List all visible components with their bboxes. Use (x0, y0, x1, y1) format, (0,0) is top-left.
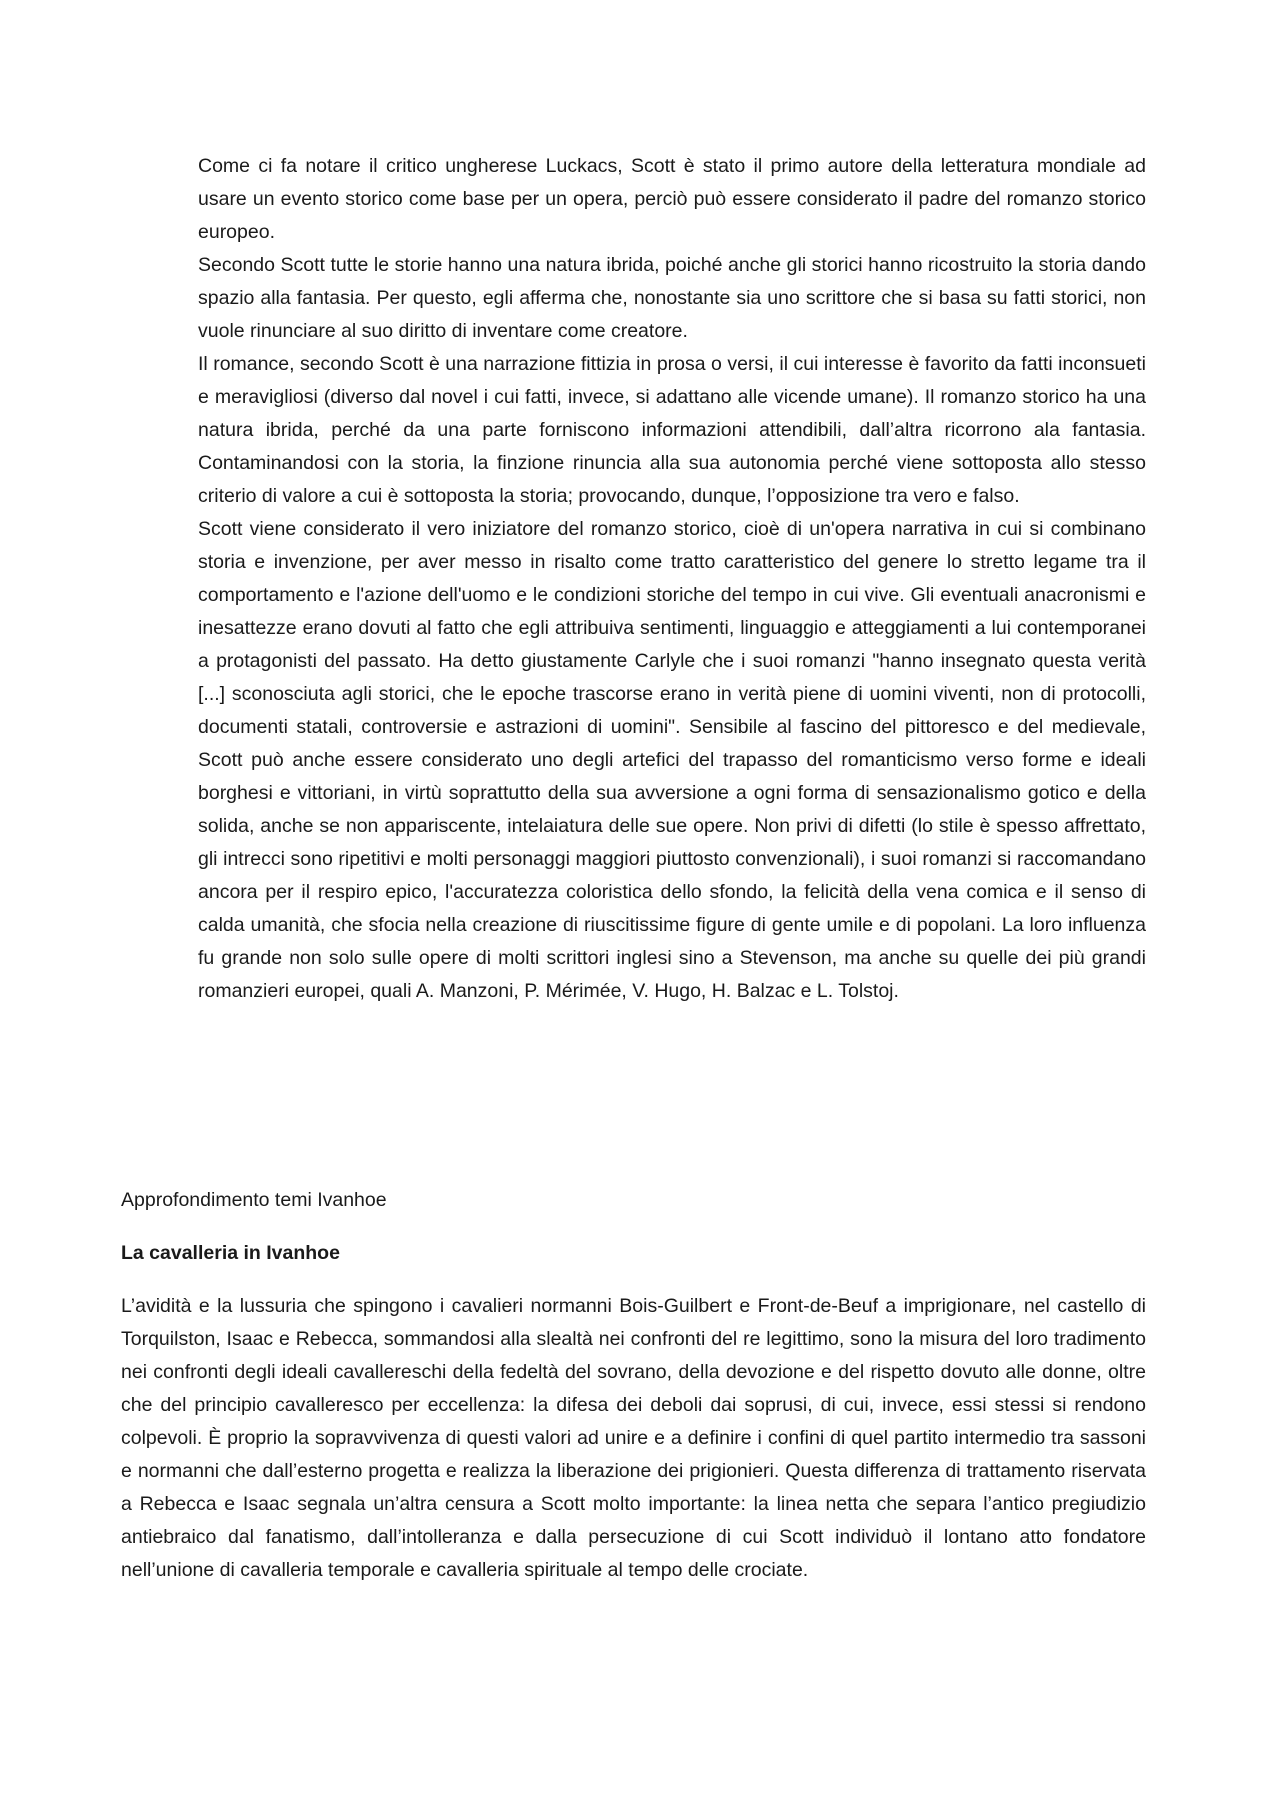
intro-text-block (198, 150, 1146, 1008)
paragraph-romance: Il romance, secondo Scott è una narrazione fittizia in prosa o versi, il cui interesse è favorito da fatti inconsueti e meravigliosi (diverso dal novel i cui fatti, invece, si adattano alle vicende umane). Il romanzo storico ha una natura ibrida, perché da una parte forniscono informazioni attendibili, dall’altra ricorrono ala fantasia. Contaminandosi con la storia, la finzione rinuncia alla sua autonomia perché viene sottoposta allo stesso criterio di valore a cui è sottoposta la storia; provocando, dunque, l’opposizione tra vero e falso. (198, 353, 1146, 507)
paragraph-iniziatore: Scott viene considerato il vero iniziatore del romanzo storico, cioè di un'opera narrativa in cui si combinano storia e invenzione, per aver messo in risalto come tratto caratteristico del genere lo stretto legame tra il comportamento e l'azione dell'uomo e le condizioni storiche del tempo in cui vive. Gli eventuali anacronismi e inesattezze erano dovuti al fatto che egli attribuiva sentimenti, linguaggio e atteggiamenti a lui contemporanei a protagonisti del passato. Ha detto giustamente Carlyle che i suoi romanzi "hanno insegnato questa verità [...] sconosciuta agli storici, che le epoche trascorse erano in verità piene di uomini viventi, non di protocolli, documenti statali, controversie e astrazioni di uomini". Sensibile al fascino del pittoresco e del medievale, Scott può anche essere considerato uno degli artefici del trapasso del romanticismo verso forme e ideali borghesi e vittoriani, in virtù soprattutto della sua avversione a ogni forma di sensazionalismo gotico e della solida, anche se non appariscente, intelaiatura delle sue opere. Non privi di difetti (lo stile è spesso affrettato, gli intrecci sono ripetitivi e molti personaggi maggiori piuttosto convenzionali), i suoi romanzi si raccomandano ancora per il respiro epico, l'accuratezza coloristica dello sfondo, la felicità della vena comica e il senso di calda umanità, che sfocia nella creazione di riuscitissime figure di gente umile e di popolani. La loro influenza fu grande non solo sulle opere di molti scrittori inglesi sino a Stevenson, ma anche su quelle dei più grandi romanzieri europei, quali A. Manzoni, P. Mérimée, V. Hugo, H. Balzac e L. Tolstoj. (198, 518, 1146, 1002)
paragraph-hybrid-nature: Secondo Scott tutte le storie hanno una natura ibrida, poiché anche gli storici hanno ricostruito la storia dando spazio alla fantasia. Per questo, egli afferma che, nonostante sia uno scrittore che si basa su fatti storici, non vuole rinunciare al suo diritto di inventare come creatore. (198, 254, 1146, 342)
section-heading: La cavalleria in Ivanhoe (121, 1242, 340, 1264)
ivanhoe-section (121, 1184, 1146, 1587)
paragraph-luckacs: Come ci fa notare il critico ungherese Luckacs, Scott è stato il primo autore della letteratura mondiale ad usare un evento storico come base per un opera, perciò può essere considerato il padre del romanzo storico europeo. (198, 155, 1146, 243)
section-body-paragraph: L’avidità e la lussuria che spingono i cavalieri normanni Bois-Guilbert e Front-de-Beuf a imprigionare, nel castello di Torquilston, Isaac e Rebecca, sommandosi alla slealtà nei confronti del re legittimo, sono la misura del loro tradimento nei confronti degli ideali cavallereschi della fedeltà del sovrano, della devozione e del rispetto dovuto alle donne, oltre che del principio cavalleresco per eccellenza: la difesa dei deboli dai soprusi, di cui, invece, essi stessi si rendono colpevoli. È proprio la sopravvivenza di questi valori ad unire e a definire i confini di quel partito intermedio tra sassoni e normanni che dall’esterno progetta e realizza la liberazione dei prigionieri. Questa differenza di trattamento riservata a Rebecca e Isaac segnala un’altra censura a Scott molto importante: la linea netta che separa l’antico pregiudizio antiebraico dal fanatismo, dall’intolleranza e dalla persecuzione di cui Scott individuò il lontano atto fondatore nell’unione di cavalleria temporale e cavalleria spirituale al tempo delle crociate. (121, 1295, 1146, 1581)
section-label: Approfondimento temi Ivanhoe (121, 1189, 387, 1211)
